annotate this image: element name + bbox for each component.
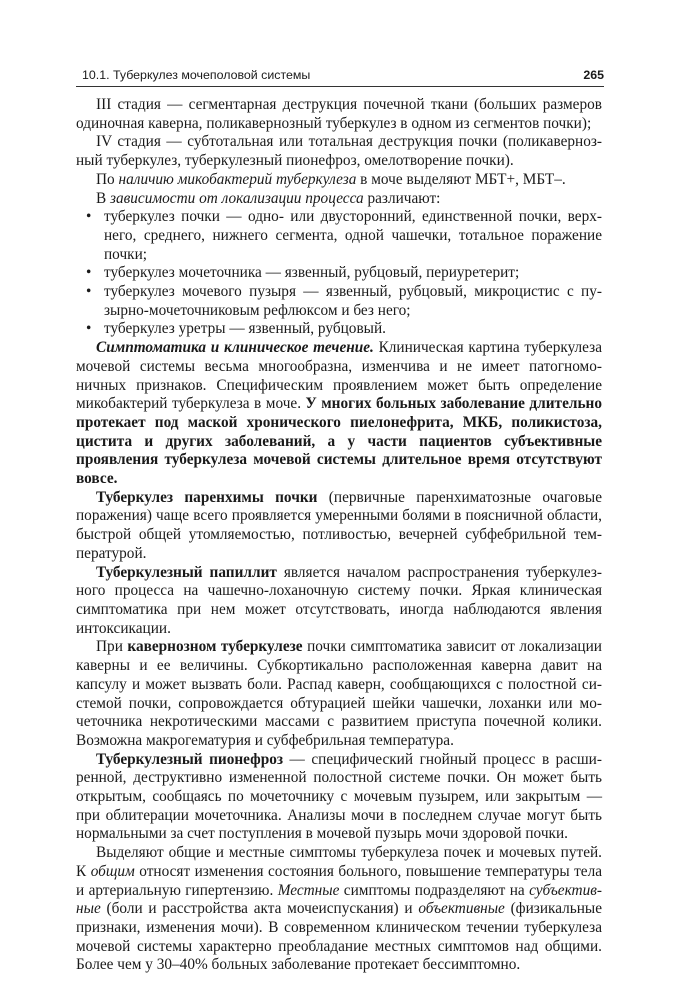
text-run: относят изменения состояния больного, повышение температуры тела и артериальную гипертензию. (76, 862, 602, 899)
text-run: По (96, 170, 119, 188)
text-run: объективные (418, 900, 505, 918)
list-item (84, 208, 602, 264)
list-item (84, 320, 602, 339)
paragraph (76, 339, 602, 489)
text-run: в моче выделяют МБТ+, МБТ–. (356, 170, 566, 188)
text-run: различают: (363, 189, 441, 207)
paragraph (76, 751, 602, 845)
text-run: В (96, 189, 111, 207)
running-header (82, 66, 604, 84)
paragraph (76, 564, 602, 639)
text-run: — специфический гнойный процесс в расширенной, деструктивно измененной полостной системе почки. Он может быть открытым, сообщаясь по мочеточнику с мочевым пузырем, или закрытым — при облитерации мочеточника. Анализы мочи в последнем случае могут быть нормальными за счет поступления в мочевой пузырь мочи здоровой почки. (76, 750, 602, 843)
paragraph (76, 96, 602, 133)
text-run: Симптоматика и клиническое течение. (96, 339, 374, 357)
text-run: (физикальные признаки, изменения мочи). В современном клиническом течении туберкулеза мочевой системы характерно преобладание местных симптомов над общими. Более чем у 30–40% больных заболевание протекает бессимптомно. (76, 900, 602, 974)
bullet-list (76, 208, 602, 339)
body-text (76, 96, 602, 975)
text-run: IV стадия — субтотальная или тотальная деструкция почки (поликавернозный туберкулез, туберкулезный пионефроз, омелотворение почки). (76, 133, 602, 170)
text-run: Туберкулезный папиллит (96, 563, 277, 581)
text-run: зависимости от локализации процесса (110, 189, 364, 207)
text-run: (первичные паренхиматозные очаговые поражения) чаще всего проявляется умеренными болями в поясничной области, быстрой общей утомляемостью, потливостью, вечерней субфебрильной температурой. (76, 488, 602, 562)
text-run: У многих больных заболевание длительно протекает под маской хронического пиелонефрита, МКБ, поликистоза, цистита и других заболеваний, а у части пациентов субъективные проявления туберкулеза мочевой системы длительное время отсутствуют вовсе. (76, 395, 602, 488)
text-run: При (96, 638, 128, 656)
text-run: туберкулез почки — одно- или двусторонний, единственной почки, верхнего, среднего, нижнего сегмента, одной чашечки, тотальное поражение почки; (104, 208, 602, 263)
paragraph (76, 171, 602, 190)
paragraph (76, 190, 602, 209)
text-run: туберкулез мочеточника — язвенный, рубцовый, периуретерит; (104, 264, 520, 282)
text-run: (боли и расстройства акта мочеиспускания) и (100, 900, 419, 918)
paragraph (76, 638, 602, 750)
text-run: субъективные (76, 881, 602, 918)
paragraph (76, 844, 602, 975)
text-run: III стадия — сегментарная деструкция почечной ткани (больших размеров одиночная каверна, поликавернозный туберкулез в одном из сегментов почки); (76, 96, 602, 132)
list-item (84, 283, 602, 320)
text-run: Выделяют общие и местные симптомы туберкулеза почек и мочевых путей. К (76, 844, 602, 880)
header-rule (76, 86, 604, 87)
text-run: Туберкулезный пионефроз (96, 750, 284, 768)
text-run: наличию микобактерий туберкулеза (118, 170, 357, 188)
text-run: симптомы подразделяют на (339, 881, 530, 899)
list-item (84, 264, 602, 283)
text-run: является началом распространения туберкулезного процесса на чашечно-лоханочную систему почки. Яркая клиническая симптоматика при нем может отсутствовать, иногда наблюдаются явления интоксикации. (76, 563, 602, 637)
page-number: 265 (583, 68, 604, 82)
text-run: кавернозном туберкулезе (127, 638, 303, 656)
text-run: общим (90, 862, 135, 880)
text-run: туберкулез мочевого пузыря — язвенный, рубцовый, микроцистис с пузырно-мочеточниковым рефлюксом и без него; (104, 283, 602, 319)
text-run: Туберкулез паренхимы почки (96, 488, 318, 506)
text-run: Клиническая картина туберкулеза мочевой системы весьма многообразна, изменчива и не имеет патогномоничных признаков. Специфическим проявлением может быть определение микобактерий туберкулеза в моче. (76, 339, 602, 413)
text-run: почки симптоматика зависит от локализации каверны и ее величины. Субкортикально расположенная каверна давит на капсулу и может вызвать боли. Распад каверн, сообщающихся с полостной системой почки, сопровождается обтурацией шейки чашечки, лоханки или мочеточника некротическими массами с развитием приступа почечной колики. Возможна макрогематурия и субфебрильная температура. (76, 638, 602, 749)
section-title: 10.1. Туберкулез мочеполовой системы (82, 68, 311, 82)
text-run: Местные (277, 881, 340, 899)
paragraph (76, 133, 602, 170)
paragraph (76, 489, 602, 564)
text-run: туберкулез уретры — язвенный, рубцовый. (104, 320, 386, 338)
